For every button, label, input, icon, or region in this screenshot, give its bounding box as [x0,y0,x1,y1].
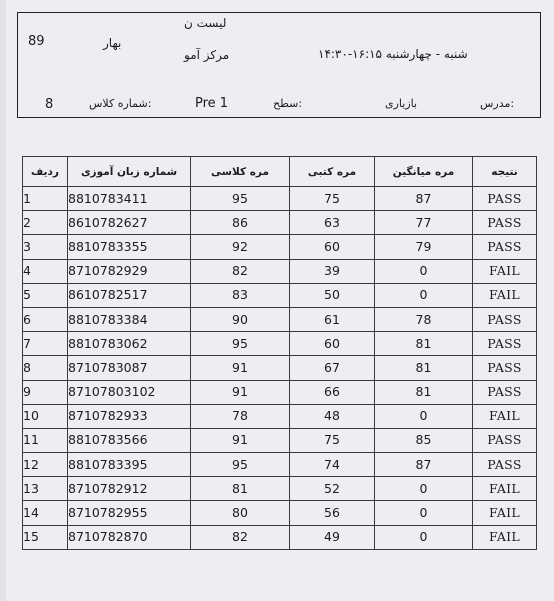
cell-written-score: 75 [290,187,375,211]
cell-class-score: 90 [191,307,290,331]
cell-result: FAIL [473,404,537,428]
cell-student-id: 8810783395 [68,453,191,477]
cell-average-score: 87 [375,453,473,477]
cell-row-number: 2 [23,211,68,235]
season-label: بهار [103,36,122,50]
table-row [23,307,537,331]
cell-written-score: 67 [290,356,375,380]
table-row [23,259,537,283]
cell-class-score: 82 [191,525,290,549]
table-row [23,187,537,211]
cell-class-score: 78 [191,404,290,428]
cell-result: PASS [473,307,537,331]
cell-student-id: 8810783384 [68,307,191,331]
cell-student-id: 87107803102 [68,380,191,404]
cell-written-score: 74 [290,453,375,477]
cell-result: PASS [473,332,537,356]
col-header-student-id: شماره زبان آموزی [68,157,191,187]
cell-average-score: 81 [375,380,473,404]
table-row [23,404,537,428]
cell-average-score: 79 [375,235,473,259]
table-row [23,283,537,307]
cell-result: PASS [473,187,537,211]
cell-result: PASS [473,356,537,380]
cell-row-number: 5 [23,283,68,307]
cell-written-score: 60 [290,332,375,356]
cell-written-score: 49 [290,525,375,549]
cell-average-score: 81 [375,356,473,380]
cell-average-score: 0 [375,477,473,501]
cell-result: PASS [473,235,537,259]
table-header-row [23,157,537,187]
class-schedule: شنبه - چهارشنبه ۱۶:۱۵-۱۴:۳۰ [318,47,468,61]
term-number: 89 [28,34,45,49]
cell-average-score: 81 [375,332,473,356]
cell-row-number: 1 [23,187,68,211]
cell-result: FAIL [473,259,537,283]
teacher-value: بازیاری [385,97,418,110]
table-row [23,428,537,452]
cell-average-score: 85 [375,428,473,452]
cell-average-score: 0 [375,259,473,283]
cell-result: FAIL [473,477,537,501]
cell-result: FAIL [473,283,537,307]
cell-written-score: 52 [290,477,375,501]
cell-result: PASS [473,453,537,477]
cell-result: PASS [473,428,537,452]
cell-written-score: 66 [290,380,375,404]
cell-class-score: 95 [191,332,290,356]
cell-average-score: 0 [375,404,473,428]
table-row [23,211,537,235]
cell-written-score: 56 [290,501,375,525]
cell-written-score: 61 [290,307,375,331]
table-row [23,477,537,501]
cell-row-number: 6 [23,307,68,331]
cell-average-score: 78 [375,307,473,331]
cell-written-score: 63 [290,211,375,235]
cell-written-score: 39 [290,259,375,283]
cell-row-number: 7 [23,332,68,356]
cell-class-score: 91 [191,428,290,452]
class-number-label: شماره کلاس: [89,97,152,110]
table-row [23,356,537,380]
cell-row-number: 13 [23,477,68,501]
document-title: لیست ن [184,16,227,30]
table-row [23,525,537,549]
teacher-label: مدرس: [480,97,515,110]
cell-student-id: 8610782517 [68,283,191,307]
col-header-result: نتیجه [473,157,537,187]
cell-student-id: 8710782870 [68,525,191,549]
cell-class-score: 91 [191,356,290,380]
table-row [23,235,537,259]
page-edge [0,0,6,601]
center-name: مرکز آمو [184,48,230,62]
cell-student-id: 8710782933 [68,404,191,428]
cell-row-number: 12 [23,453,68,477]
cell-result: FAIL [473,525,537,549]
col-header-class-score: مره کلاسی [191,157,290,187]
cell-class-score: 95 [191,453,290,477]
cell-class-score: 95 [191,187,290,211]
cell-student-id: 8810783355 [68,235,191,259]
cell-student-id: 8710782912 [68,477,191,501]
cell-student-id: 8810783566 [68,428,191,452]
cell-row-number: 11 [23,428,68,452]
cell-row-number: 8 [23,356,68,380]
cell-row-number: 4 [23,259,68,283]
cell-class-score: 83 [191,283,290,307]
cell-student-id: 8810783411 [68,187,191,211]
cell-written-score: 60 [290,235,375,259]
cell-student-id: 8610782627 [68,211,191,235]
cell-row-number: 9 [23,380,68,404]
cell-class-score: 82 [191,259,290,283]
cell-result: PASS [473,380,537,404]
table-row [23,453,537,477]
cell-class-score: 81 [191,477,290,501]
cell-written-score: 50 [290,283,375,307]
cell-student-id: 8810783062 [68,332,191,356]
class-number-value: 8 [45,97,54,112]
cell-class-score: 86 [191,211,290,235]
table-row [23,501,537,525]
cell-student-id: 8710782929 [68,259,191,283]
cell-result: FAIL [473,501,537,525]
col-header-average-score: مره میانگین [375,157,473,187]
results-table [22,156,537,550]
cell-row-number: 15 [23,525,68,549]
cell-student-id: 8710782955 [68,501,191,525]
cell-class-score: 92 [191,235,290,259]
cell-result: PASS [473,211,537,235]
cell-written-score: 75 [290,428,375,452]
cell-average-score: 77 [375,211,473,235]
cell-row-number: 3 [23,235,68,259]
cell-average-score: 0 [375,283,473,307]
cell-row-number: 14 [23,501,68,525]
cell-average-score: 0 [375,501,473,525]
col-header-written-score: مره کتبی [290,157,375,187]
cell-average-score: 0 [375,525,473,549]
table-row [23,380,537,404]
cell-average-score: 87 [375,187,473,211]
cell-student-id: 8710783087 [68,356,191,380]
cell-row-number: 10 [23,404,68,428]
level-value: Pre 1 [195,96,229,111]
cell-class-score: 80 [191,501,290,525]
cell-class-score: 91 [191,380,290,404]
level-label: سطح: [273,97,303,110]
header-box [17,12,541,118]
table-row [23,332,537,356]
cell-written-score: 48 [290,404,375,428]
col-header-row-number: ردیف [23,157,68,187]
